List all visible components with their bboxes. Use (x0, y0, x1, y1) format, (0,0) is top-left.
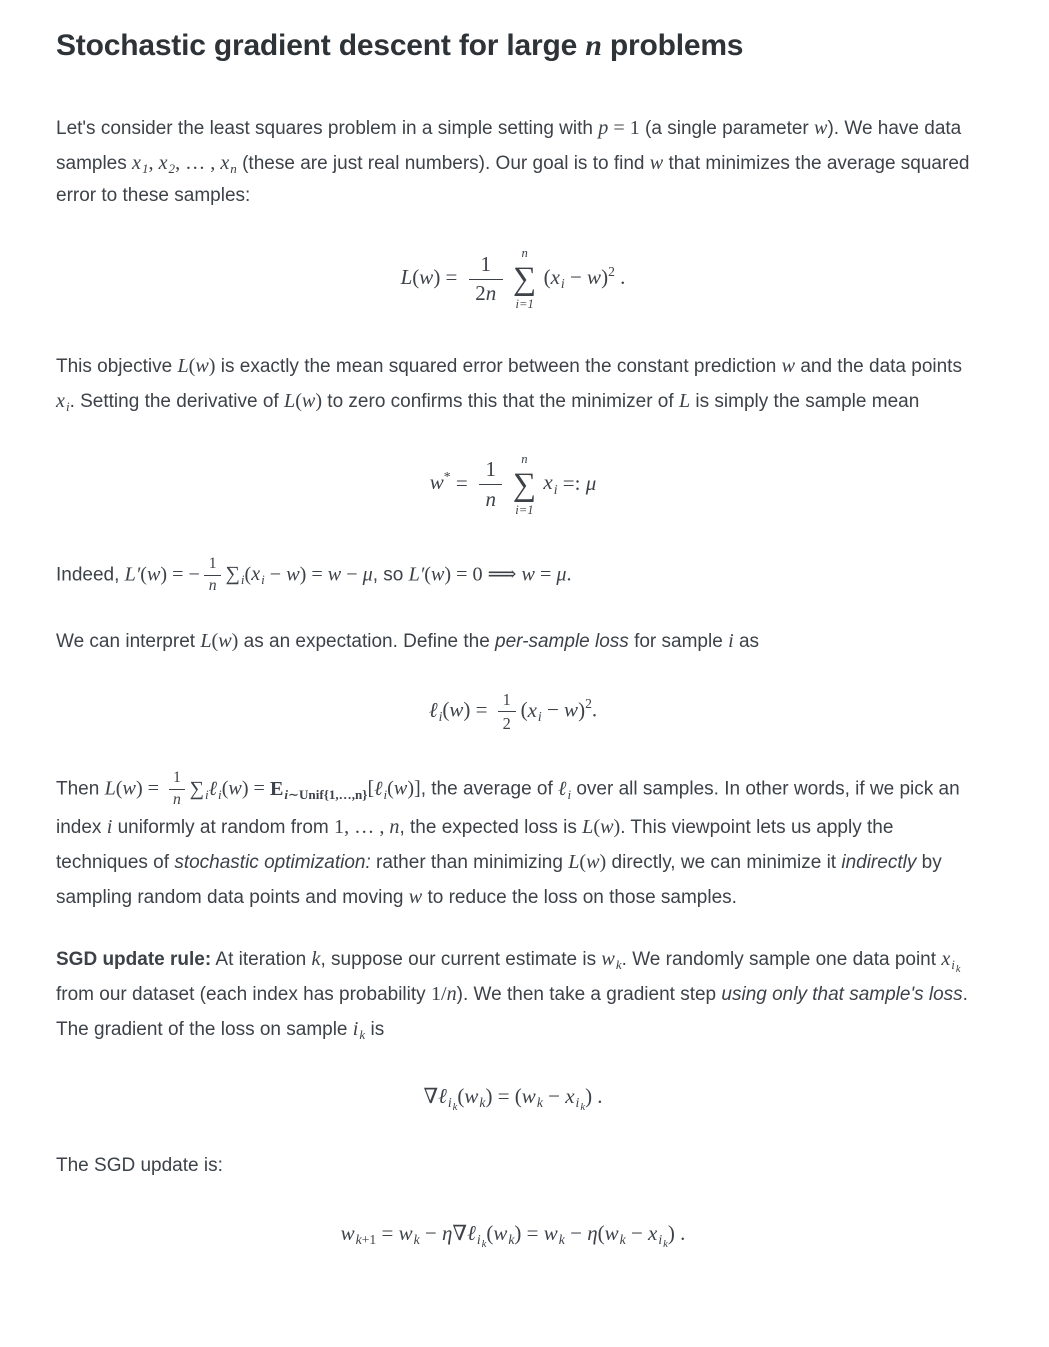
math-run: = (450, 470, 473, 495)
math-run: wk (493, 1221, 515, 1248)
text-run: to reduce the loss on those samples. (422, 886, 737, 908)
text-run: . We randomly sample one data point (621, 949, 942, 971)
math-run: w (781, 355, 796, 378)
math-run: ∑i (225, 563, 245, 588)
math-run: ) = − (160, 563, 200, 586)
text-run: problems (601, 29, 744, 62)
math-run: ℓi (374, 777, 388, 802)
math-run: i (560, 276, 565, 291)
math-run: L (582, 816, 594, 839)
display-formula (56, 451, 970, 519)
text-run: , the expected loss is (399, 817, 583, 839)
text-run: , the average of (420, 778, 559, 800)
fraction (204, 555, 221, 596)
text-run: (these are just real numbers). Our goal is to find (236, 152, 650, 174)
paragraph (56, 111, 970, 213)
math-run: ℓi (558, 777, 572, 802)
math-run: w (146, 563, 161, 586)
math-run: w (301, 389, 316, 412)
text-run: , so (372, 564, 409, 586)
math-run: ( (211, 629, 219, 652)
text-run: for sample (628, 630, 729, 652)
page-title (56, 26, 970, 65)
text-run: is exactly the mean squared error between the constant prediction (215, 356, 782, 378)
math-run: L′ (124, 563, 141, 586)
math-run: μ (585, 470, 597, 495)
math-run: , (148, 151, 159, 174)
math-run: ( (457, 1084, 465, 1109)
math-run: wk (464, 1084, 486, 1111)
math-run: k (359, 1026, 366, 1042)
math-run: ( (593, 816, 601, 839)
text-run: indirectly (841, 851, 917, 873)
math-run: k (558, 1232, 565, 1248)
text-run: ). We have data samples (56, 118, 962, 174)
math-run: ) (208, 355, 216, 378)
math-run: ⟹ (487, 563, 522, 586)
math-run: ) = ( (485, 1084, 522, 1109)
paragraph (56, 555, 970, 596)
math-run: ( (520, 697, 528, 722)
math-run: xi (527, 697, 542, 724)
math-run: )2 (601, 263, 615, 289)
math-run: ℓi (208, 777, 222, 802)
math-run: i (65, 398, 70, 414)
math-run: xi (251, 563, 265, 588)
math-run: ℓik (438, 1084, 458, 1114)
text-run: Then (56, 778, 105, 800)
math-run: ik (575, 1095, 586, 1114)
math-run: w (564, 697, 579, 722)
text-run: stochastic optimization: (174, 851, 371, 873)
math-run: xik (648, 1221, 668, 1250)
math-run: =: (557, 470, 586, 495)
math-run: i (438, 708, 443, 724)
math-run: = (376, 1221, 399, 1246)
math-run: )] (407, 777, 421, 800)
math-run: ik (476, 1232, 487, 1250)
math-run: x1 (132, 151, 149, 176)
math-run: ) = (514, 1221, 544, 1246)
math-run: = (534, 563, 557, 586)
math-run: L (678, 389, 691, 412)
text-run: We can interpret (56, 630, 201, 652)
math-run: 2 (608, 263, 615, 279)
math-run: n (446, 983, 457, 1005)
math-run: n (485, 486, 497, 511)
math-run: w (286, 563, 300, 586)
display-formula (56, 690, 970, 733)
math-run: i (261, 572, 265, 588)
math-run: xn (220, 151, 237, 176)
math-run: 2 (475, 281, 486, 306)
math-run: L (177, 355, 189, 378)
math-run: xik (565, 1084, 586, 1114)
math-run: * (443, 469, 451, 485)
math-run: − (564, 264, 588, 289)
math-run: − (419, 1221, 442, 1246)
text-run: is simply the sample mean (690, 390, 920, 412)
fraction (498, 690, 516, 733)
math-run: w (218, 629, 232, 652)
math-run: 1 (172, 769, 181, 787)
text-run: Let's consider the least squares problem in a simple setting with (56, 118, 599, 139)
math-run: i (284, 786, 289, 802)
math-run: L (104, 777, 116, 800)
sum-operator: n ∑ i=1 (513, 246, 537, 312)
math-run: w (449, 697, 464, 722)
math-run: η (587, 1221, 598, 1246)
fraction (169, 769, 186, 810)
paragraph (56, 624, 970, 659)
math-run: w (195, 355, 209, 378)
math-run: ( (115, 777, 123, 800)
math-run: i (567, 786, 572, 802)
math-run: ) = (135, 777, 165, 800)
math-run: ℓik (467, 1221, 487, 1250)
math-run: ( (140, 563, 147, 586)
math-run: ) (315, 389, 323, 412)
math-run: μ (556, 563, 567, 586)
math-run: ( (442, 697, 450, 722)
math-run: i (218, 786, 222, 802)
text-run: rather than minimizing (370, 851, 569, 873)
math-run: . (591, 697, 598, 722)
math-run: i (205, 786, 209, 802)
math-run: 2 (585, 696, 592, 712)
text-run: At iteration (211, 949, 312, 971)
math-run: L (283, 389, 296, 412)
text-run: . This viewpoint lets us apply the techniques of (56, 817, 894, 873)
paragraph (56, 1150, 970, 1183)
math-run: − (541, 697, 565, 722)
math-run: i (728, 629, 734, 652)
text-run: Indeed, (56, 564, 125, 586)
math-run: k (508, 1232, 515, 1248)
text-run: as (733, 630, 760, 652)
text-run: per-sample loss (495, 630, 629, 652)
math-run: x2 (158, 151, 176, 176)
math-run: wk (601, 948, 622, 973)
math-run: w (587, 264, 602, 289)
math-run: xi (550, 264, 565, 291)
math-run: n (208, 576, 217, 594)
math-run: xi (543, 470, 558, 497)
math-run: 1 (502, 690, 511, 710)
display-formula (56, 245, 970, 313)
math-run: w (814, 117, 828, 139)
math-run: , … , (175, 151, 221, 174)
display-formula (56, 1078, 970, 1114)
text-run: ). We then take a gradient step (456, 984, 722, 1005)
math-run: 1 (141, 160, 149, 176)
math-run: ( (424, 563, 431, 586)
math-run: 1, … , (334, 816, 390, 839)
text-run: uniformly at random from (112, 817, 335, 839)
math-run: n (485, 281, 497, 306)
math-run: ( (295, 389, 302, 412)
text-run: , suppose our current estimate is (320, 949, 602, 971)
math-run: ) = 0 (444, 563, 488, 586)
math-run: ( (597, 1221, 605, 1246)
math-run: k (580, 1102, 586, 1114)
math-run: 1 (208, 554, 217, 572)
math-run: w (600, 816, 614, 839)
math-run: k (311, 948, 321, 971)
math-run: k (479, 1095, 486, 1111)
math-run: w (327, 563, 342, 586)
paragraph (56, 769, 970, 914)
math-run: k (955, 963, 961, 975)
math-run: ) . (585, 1084, 603, 1109)
math-run: [ (367, 777, 375, 800)
math-run: k (481, 1238, 487, 1250)
math-run: w (122, 777, 136, 800)
math-run: ) (599, 850, 607, 873)
math-run: i (383, 786, 388, 802)
math-run: − (542, 1084, 566, 1109)
math-run: Ei∼Unif{1,…,n} (269, 777, 368, 802)
math-run: wk (398, 1221, 420, 1248)
math-run: . (614, 264, 626, 289)
math-run: − (625, 1221, 649, 1246)
math-run: ( (486, 1221, 494, 1246)
math-run: w (419, 264, 434, 289)
math-run: 1 (485, 457, 497, 482)
math-run: i (553, 481, 558, 497)
math-run: wk (543, 1221, 565, 1248)
math-run: ) (613, 816, 621, 839)
paragraph (56, 942, 970, 1046)
math-run: ( (244, 563, 252, 586)
text-run: is (365, 1018, 385, 1040)
math-run: L (400, 264, 413, 289)
math-run: k (413, 1232, 420, 1248)
math-run: w (228, 777, 242, 800)
math-run: k (355, 1232, 362, 1248)
text-run: This objective (56, 356, 178, 378)
math-run: k (663, 1238, 668, 1250)
math-run: ( (188, 355, 196, 378)
math-run: η (441, 1221, 453, 1246)
math-run: = 1 (608, 117, 640, 139)
text-run: . The gradient of the loss on sample (56, 984, 968, 1040)
math-run: w (393, 777, 408, 800)
math-run: ∇ (452, 1221, 468, 1246)
math-run: )2 (578, 696, 592, 722)
math-run: 2 (168, 160, 176, 176)
math-run: ℓi (428, 697, 443, 724)
sum-operator: n ∑ i=1 (512, 451, 537, 517)
text-run: . Setting the derivative of (69, 390, 284, 412)
text-run: that minimizes the average squared error to these samples: (56, 152, 970, 207)
math-run: n (585, 29, 602, 62)
math-run: ( (543, 264, 551, 289)
math-run: 1/ (430, 983, 447, 1005)
math-run: xik (941, 948, 961, 975)
text-run: as an expectation. Define the (238, 630, 496, 652)
math-run: ∼Unif{1,…,n} (288, 786, 368, 802)
text-run: from our dataset (each index has probability (56, 984, 431, 1005)
math-run: w* (429, 469, 451, 495)
text-run: by sampling random data points and moving (56, 851, 942, 908)
math-run: n (230, 160, 237, 176)
math-run: ik (951, 957, 961, 975)
math-run: 2 (502, 713, 511, 733)
math-run: i (240, 572, 245, 588)
text-run: directly, we can minimize it (606, 851, 842, 873)
math-run: ( (412, 264, 420, 289)
math-run: k (619, 1232, 626, 1248)
math-run: xi (56, 389, 70, 414)
math-run: k (536, 1095, 543, 1111)
math-run: . (566, 563, 572, 586)
math-run: w (521, 563, 535, 586)
math-run: ( (221, 777, 229, 800)
math-run: ik (658, 1232, 668, 1250)
math-run: +1 (361, 1232, 377, 1248)
math-run: w (430, 563, 445, 586)
math-run: n (389, 816, 400, 839)
text-run: and the data points (795, 356, 962, 378)
math-run: ∇ (423, 1084, 439, 1109)
math-run: − (564, 1221, 588, 1246)
math-run: L (200, 629, 212, 652)
math-run: L′ (408, 563, 425, 586)
math-run: w (649, 151, 664, 174)
text-run: SGD update rule: (56, 949, 212, 971)
math-run: ) = (433, 264, 463, 289)
math-run: − (264, 563, 287, 586)
math-run: ) = (241, 777, 270, 800)
math-run: ) = (463, 697, 493, 722)
fraction (469, 252, 503, 307)
math-run: w (408, 885, 423, 908)
text-run: Stochastic gradient descent for large (56, 29, 586, 62)
math-run: − (341, 563, 363, 586)
math-run: k (615, 957, 622, 973)
paragraph (56, 349, 970, 418)
math-run: ) . (667, 1221, 686, 1246)
math-run: ) = (299, 563, 328, 586)
text-run: The SGD update is: (56, 1155, 223, 1177)
math-run: ik (447, 1095, 458, 1114)
math-run: wk (604, 1221, 626, 1248)
math-run: ( (579, 850, 587, 873)
math-run: L (568, 850, 580, 873)
math-run: wk+1 (340, 1221, 377, 1248)
text-run: using only that sample's loss (721, 984, 963, 1005)
math-run: 1 (480, 251, 491, 276)
math-run: p (598, 117, 609, 139)
math-run: ( (387, 777, 394, 800)
math-run: n (172, 791, 181, 809)
display-formula (56, 1215, 970, 1251)
math-run: i (106, 816, 113, 839)
math-run: k (452, 1102, 458, 1114)
math-run: ∑i (189, 777, 209, 802)
math-run: w (586, 850, 600, 873)
text-run: over all samples. In other words, if we pick an index (56, 778, 960, 839)
math-run: ik (352, 1017, 366, 1042)
fraction (479, 457, 502, 512)
math-run: μ (362, 563, 373, 586)
text-run: (a single parameter (639, 118, 815, 139)
math-run: ) (231, 629, 239, 652)
math-run: i (537, 708, 542, 724)
text-run: to zero confirms this that the minimizer of (322, 390, 679, 412)
math-run: wk (521, 1084, 543, 1111)
